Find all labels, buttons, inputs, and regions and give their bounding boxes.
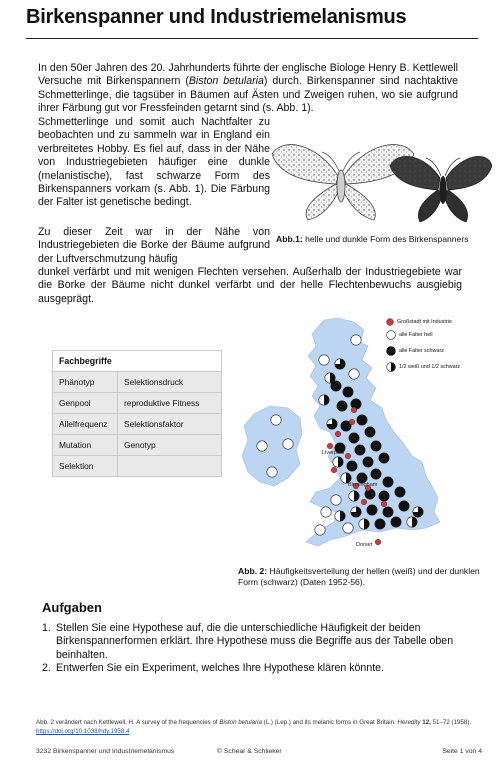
table-cell: Phänotyp: [53, 372, 118, 393]
frequency-marker: [321, 507, 331, 517]
table-cell: Genpool: [53, 393, 118, 414]
frequency-marker: [365, 427, 375, 437]
footer-page-number: Seite 1 von 4: [442, 748, 482, 755]
legend-item-all-light: alle Falter hell: [386, 330, 433, 340]
frequency-marker: [375, 519, 385, 529]
frequency-marker: [349, 433, 359, 443]
industrial-city-marker: [335, 431, 341, 437]
table-cell: reproduktive Fitness: [118, 393, 222, 414]
footer-doc-id: 3232 Birkenspanner und Industriemelanismus: [36, 748, 175, 755]
industrial-city-marker: [345, 453, 351, 459]
table-cell: Selektionsfaktor: [118, 414, 222, 435]
frequency-marker: [371, 441, 381, 451]
map-label-dorset: Dorset: [356, 542, 373, 548]
frequency-marker: [343, 387, 353, 397]
frequency-marker: [367, 505, 377, 515]
frequency-marker: [379, 453, 389, 463]
footer-copyright: © Schear & Schlieker: [217, 748, 282, 755]
dark-moth-icon: [390, 156, 492, 222]
species-name: Biston betularia: [188, 75, 264, 88]
frequency-marker: [257, 441, 267, 451]
table-cell: Allelfrequenz: [53, 414, 118, 435]
task-item: 1. Stellen Sie eine Hypothese auf, die die unterschiedliche Häufigkeit der beiden Birkenspannerformen erklärt. Ihre Hypothese muss die Begriffe aus der Tabelle oben beinhalten.: [42, 622, 454, 661]
table-row: [53, 414, 222, 435]
figure2-caption: Abb. 2: Häufigkeitsverteilung der hellen (weiß) und der dunklen Form (schwarz) (Daten 1952-56).: [238, 566, 480, 587]
moth-illustration: [268, 124, 492, 228]
frequency-marker: [319, 355, 329, 365]
industrial-city-marker: [349, 419, 355, 425]
industrial-city-marker: [327, 443, 333, 449]
frequency-marker: [331, 381, 341, 391]
intro-paragraph: In den 50er Jahren des 20. Jahrhunderts führte der englische Biologe Henry B. Kettlewell Versuche mit Birkenspannern (Biston betularia) durch. Birkenspanner sind nachtaktive Schmetterlinge, die tagsüber in Bäumen auf Ästen und Zweigen ruhen, wo sie aufgrund ihrer Färbung gut vor Fressfeinden getarnt sind (s. Abb. 1).: [38, 62, 458, 115]
figure1-caption: Abb.1: helle und dunkle Form des Birkenspanners: [276, 234, 469, 244]
frequency-marker: [347, 461, 357, 471]
paragraph-hobby: Schmetterlinge und somit auch Nachtfalter zu beobachten und zu sammeln war in England ein verbreitetes Hobby. Es fiel auf, dass in der Nähe von Industriegebieten häufiger eine dunkle (melanistische), fast schwarze Form des Birkenspanners vorkam (s. Abb. 1). Die Färbung der Falter ist genetische bedingt.: [38, 116, 270, 209]
frequency-marker: [331, 495, 341, 505]
paragraph-pollution: Zu dieser Zeit war in der Nähe von Industriegebieten die Borke der Bäume aufgrund der Luftverschmutzung häufig: [38, 226, 270, 265]
industrial-city-marker: [381, 501, 387, 507]
table-cell: Selektionsdruck: [118, 372, 222, 393]
frequency-marker: [363, 457, 373, 467]
task-item: 2. Entwerfen Sie ein Experiment, welches Ihre Hypothese klären könnte.: [42, 662, 384, 674]
frequency-marker: [343, 523, 353, 533]
tasks-heading: Aufgaben: [42, 600, 102, 615]
terms-table: [52, 350, 222, 477]
frequency-marker: [379, 491, 389, 501]
frequency-marker: [351, 335, 361, 345]
frequency-marker: [271, 415, 281, 425]
paragraph-bark: dunkel verfärbt und mit wenigen Flechten versehen. Außerhalb der Industriegebiete war die Borke der Bäume nicht dunkel verfärbt und der helle Flechtenbewuchs ausgiebig ausgeprägt.: [38, 266, 462, 305]
legend-item-industry: Großstadt mit Industrie: [386, 318, 452, 326]
frequency-marker: [383, 477, 393, 487]
industrial-city-marker: [351, 407, 357, 413]
frequency-marker: [337, 401, 347, 411]
frequency-marker: [349, 369, 359, 379]
frequency-marker: [315, 525, 325, 535]
frequency-marker: [391, 517, 401, 527]
frequency-marker: [283, 439, 293, 449]
table-row: [53, 393, 222, 414]
table-row: [53, 372, 222, 393]
page-title: Birkenspanner und Industriemelanismus: [26, 6, 407, 28]
frequency-marker: [383, 507, 393, 517]
frequency-marker: [371, 469, 381, 479]
industrial-city-marker: [361, 499, 367, 505]
light-moth-icon: [272, 145, 414, 220]
frequency-marker: [267, 467, 277, 477]
legend-item-half: 1/2 weiß und 1/2 schwarz: [386, 362, 460, 372]
frequency-marker: [399, 501, 409, 511]
map-label-birmingham: Birmingham: [348, 482, 378, 488]
title-divider: [26, 38, 478, 39]
table-row: [53, 456, 222, 477]
table-cell: Selektion: [53, 456, 118, 477]
doi-link[interactable]: https://doi.org/10.1038/hdy.1958.4: [36, 728, 130, 735]
table-cell: Genotyp: [118, 435, 222, 456]
distribution-map: [236, 316, 496, 564]
frequency-marker: [355, 445, 365, 455]
terms-table-header: Fachbegriffe: [53, 351, 222, 372]
legend-item-all-dark: alle Falter schwarz: [386, 346, 444, 356]
table-cell: [118, 456, 222, 477]
industrial-city-marker: [331, 467, 337, 473]
industrial-city-marker: [375, 539, 381, 545]
table-row: [53, 435, 222, 456]
frequency-marker: [395, 487, 405, 497]
source-citation: Abb. 2 verändert nach Kettlewell, H. A survey of the frequencies of Biston betularia (L.) (Lep.) and its melanic forms in Great Britain. Heredity 12, 51–72 (1958). https://doi.org/10.1038/hdy.1958.4: [36, 719, 472, 735]
map-label-liverpool: Liverpool: [322, 450, 345, 456]
frequency-marker: [357, 415, 367, 425]
table-cell: Mutation: [53, 435, 118, 456]
